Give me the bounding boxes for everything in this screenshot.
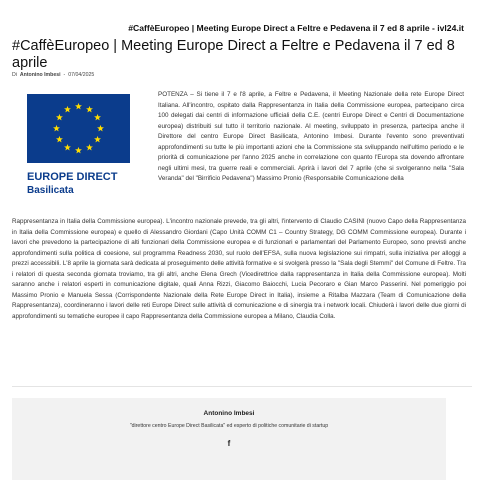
logo-title: EUROPE DIRECT: [27, 171, 118, 183]
author-link[interactable]: Antonino Imbesi: [19, 72, 61, 78]
author-box-bio: "direttore centro Europe Direct Basilicata" ed esperto di politiche comunitarie di startup: [129, 423, 329, 429]
eu-star-icon: [86, 144, 93, 151]
eu-star-icon: [86, 106, 93, 113]
author-box-name[interactable]: Antonino Imbesi: [203, 410, 255, 417]
europe-direct-logo: [27, 94, 137, 197]
eu-star-icon: [94, 136, 101, 143]
logo-subtitle: Basilicata: [27, 185, 74, 196]
article-date: 07/04/2025: [68, 72, 95, 78]
eu-star-icon: [64, 144, 71, 151]
eu-star-icon: [56, 136, 63, 143]
site-title-link[interactable]: #CaffèEuropeo | Meeting Europe Direct a Feltre e Pedavena il 7 ed 8 aprile - ivl24.it: [128, 23, 464, 33]
eu-star-icon: [97, 125, 104, 132]
eu-star-icon: [64, 106, 71, 113]
meta-prefix: Di: [12, 72, 17, 78]
eu-star-icon: [75, 103, 82, 110]
article-paragraph-2: Rappresentanza in Italia della Commissione europea). L'incontro nazionale prevede, tra gli altri, l'intervento di Claudio CASINI (nuovo Capo della Rappresentanza in Italia della Commissione europea) e quello di Alessandro Giordani (Capo Unità COMM C1 – Country Strategy, DG COMM Commissione europea). Durante i lavori che prevedono la partecipazione di alti funzionari della Commissione europea e di funzionari e parlamentari del Parlamento Europeo, sono previsti anche approfondimenti sulla politica di coesione, sul programma Readness 2030, sul ruolo dell'EFSA, sulla nuova legislazione sui rimpatri, sulla iniziativa per alloggi a prezzi accessibili. L'8 aprile la giornata sarà dedicata al proseguimento delle attività formative e si svolgerà presso la "Sala degli Stemmi" del Comune di Feltre. Tra i relatori di questa seconda giornata troviamo, tra gli altri, anche Elena Grech (Vicedirettrice dalla rappresentanza in Italia della Commissione europea). Molti saranno anche i relatori esperti in comunicazione digitale, quali Anna Rizzi, Giacomo Baiocchi, Lucia Pecoraro e Gian Marco Passerini. Nel pomeriggio poi Massimo Pronio e Manuela Sessa (Corrispondente Nazionale della Rete Europe Direct in Italia), insieme a Ritalba Mazzara (Team di Comunicazione della Rappresentanza), coordineranno i lavori delle reti Europe Direct sulle attività di comunicazione e di sinergia tra i network locali. Chiuderà i lavori delle due giorni di approfondimenti su tematiche europee il capo Rappresentanza della Commissione europea a Milano, Claudia Colla.: [12, 218, 466, 320]
page-header: [0, 18, 484, 36]
meta-separator: -: [63, 72, 66, 78]
eu-star-icon: [75, 147, 82, 154]
facebook-icon[interactable]: f: [227, 439, 231, 448]
article-meta: [12, 72, 94, 78]
eu-star-icon: [94, 114, 101, 121]
article-title: #CaffèEuropeo | Meeting Europe Direct a Feltre e Pedavena il 7 ed 8 aprile: [12, 38, 455, 71]
author-box: [12, 398, 446, 480]
eu-star-icon: [53, 125, 60, 132]
divider: [12, 386, 472, 387]
eu-star-icon: [56, 114, 63, 121]
article-paragraph-1: POTENZA – Si tiene il 7 e l'8 aprile, a Feltre e Pedavena, il Meeting Nazionale della rete Europe Direct Italiana. All'incontro, ospitato dalla Rappresentanza in Italia della Commissione europea, partecipano circa 100 delegati dai centri di informazione ufficiali della C.E. (centri Europe Direct e Centri di Documentazione europea) distribuiti sul tutto il territorio nazionale. Al meeting, sviluppato in presenza, partecipa anche il Direttore del centro Europe Direct Basilicata, Antonino Imbesi. Durante l'evento sono preventivati approfondimenti su tutte le più importanti azioni che la Commissione sta sviluppando nell'ultimo periodo e le priorità di comunicazione per l'anno 2025 anche in correlazione con quanto l'Europa sta dovendo affrontare negli ultimi mesi, tra guerre reali e commerciali. Aprirà i lavori del 7 aprile (che si svolgeranno nella "Sala Veranda" del "Birrificio Pedavena") Massimo Pronio (Responsabile Comunicazione della: [158, 91, 464, 182]
eu-flag-icon: [27, 94, 130, 163]
